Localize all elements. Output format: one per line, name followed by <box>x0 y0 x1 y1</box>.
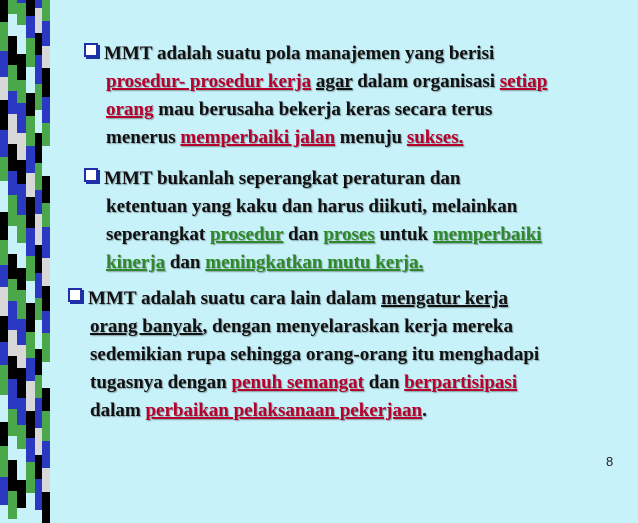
square-bullet-icon <box>84 43 98 57</box>
stripe-block <box>42 492 50 523</box>
text-run: tugasnya dengan <box>90 372 232 393</box>
text-run: , dengan menyelaraskan kerja mereka <box>202 316 513 337</box>
text-run: MMT bukanlah seperangkat peraturan dan <box>104 168 461 189</box>
highlighted-term: kinerja <box>106 252 166 273</box>
highlighted-term: penuh semangat <box>231 372 364 393</box>
bullet-line <box>68 313 539 341</box>
square-bullet-icon <box>84 168 98 182</box>
bullet-2 <box>84 165 542 277</box>
text-run: untuk <box>374 224 433 245</box>
bullet-line <box>84 165 542 193</box>
bullet-1 <box>84 40 547 152</box>
highlighted-term: meningkatkan mutu kerja. <box>205 252 424 273</box>
highlighted-term: orang banyak <box>90 316 203 337</box>
bullet-3 <box>68 285 539 425</box>
highlighted-term: setiap <box>499 71 548 92</box>
bullet-line <box>84 124 547 152</box>
highlighted-term: berpartisipasi <box>404 372 518 393</box>
bullet-line <box>84 96 547 124</box>
bullet-line <box>68 341 539 369</box>
bullet-line <box>68 397 539 425</box>
stripe-block <box>8 491 17 519</box>
text-run: mau berusaha bekerja keras secara terus <box>153 99 493 120</box>
highlighted-term: proses <box>323 224 375 245</box>
bullet-line <box>84 40 547 68</box>
text-run: sedemikian rupa sehingga orang-orang itu menghadapi <box>90 344 540 365</box>
square-bullet-icon <box>68 288 82 302</box>
text-run: seperangkat <box>106 224 210 245</box>
highlighted-term: agar <box>315 71 353 92</box>
bullet-line <box>68 369 539 397</box>
bullet-line <box>84 221 542 249</box>
text-run: MMT adalah suatu pola manajemen yang berisi <box>104 43 495 64</box>
text-run: menerus <box>106 127 181 148</box>
highlighted-term: memperbaiki jalan <box>180 127 336 148</box>
text-run: dan <box>283 224 324 245</box>
text-run: ketentuan yang kaku dan harus diikuti, melainkan <box>106 196 518 217</box>
text-run: dan <box>165 252 206 273</box>
text-run: menuju <box>335 127 407 148</box>
highlighted-term: sukses. <box>406 127 464 148</box>
text-run: dalam organisasi <box>352 71 500 92</box>
highlighted-term: perbaikan pelaksanaan pekerjaan <box>145 400 423 421</box>
highlighted-term: prosedur <box>209 224 284 245</box>
highlighted-term: memperbaiki <box>432 224 542 245</box>
text-run: dan <box>364 372 405 393</box>
text-run: dalam <box>90 400 146 421</box>
bullet-line <box>84 249 542 277</box>
highlighted-term: orang <box>106 99 154 120</box>
bullet-line <box>84 193 542 221</box>
page-number: 8 <box>606 454 614 469</box>
bullet-line <box>68 285 539 313</box>
highlighted-term: mengatur kerja <box>381 288 508 309</box>
text-run: . <box>422 400 427 421</box>
highlighted-term: prosedur- prosedur kerja <box>106 71 312 92</box>
bullet-line <box>84 68 547 96</box>
text-run: MMT adalah suatu cara lain dalam <box>88 288 382 309</box>
